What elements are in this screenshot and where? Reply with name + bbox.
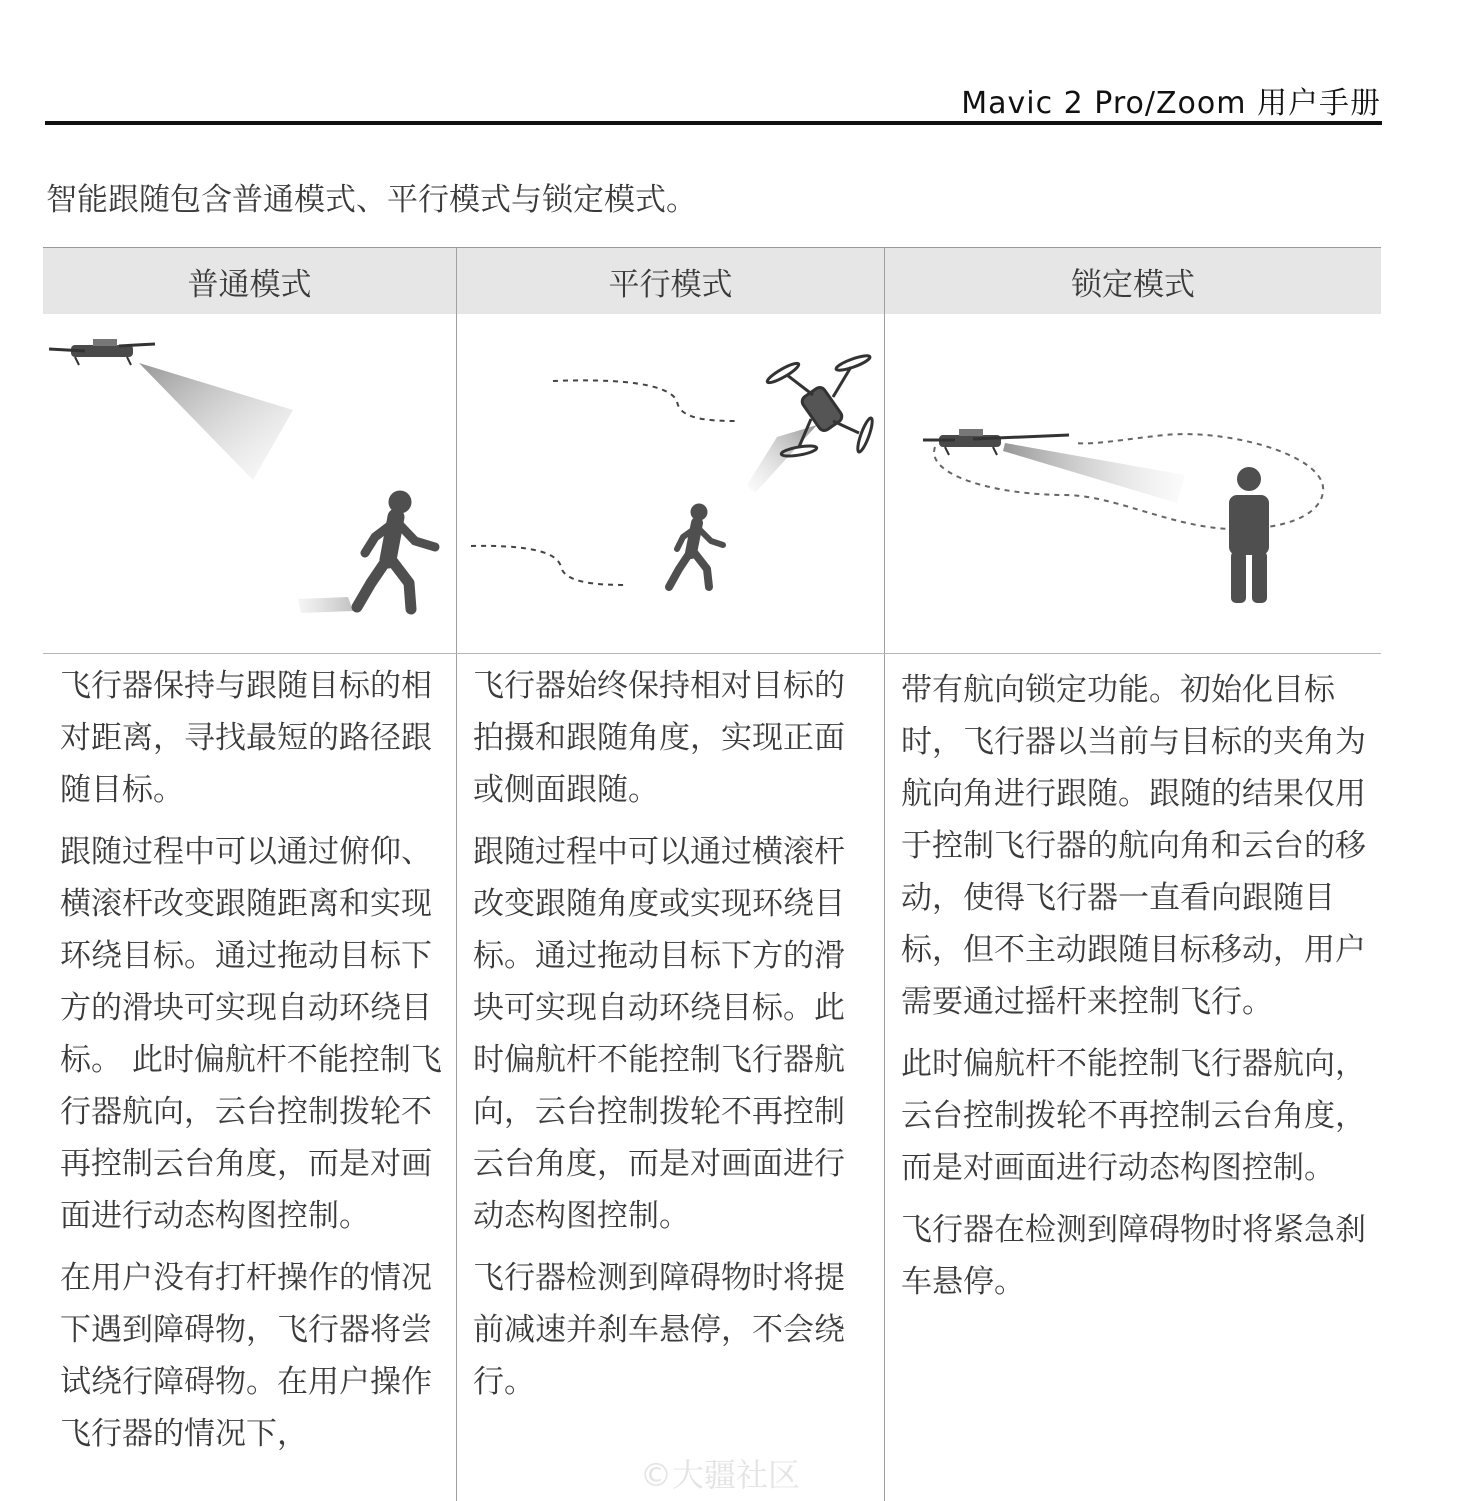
illustration-parallel-mode xyxy=(457,315,884,652)
column-text-lock xyxy=(901,664,1371,1318)
drone-icon xyxy=(49,339,155,365)
column-header-parallel: 平行模式 xyxy=(457,248,884,314)
column-header-lock: 锁定模式 xyxy=(885,248,1381,314)
illustration-normal-mode xyxy=(43,315,456,652)
paragraph: 飞行器保持与跟随目标的相对距离，寻找最短的路径跟随目标。 xyxy=(60,668,432,808)
illustration-lock-mode xyxy=(885,315,1381,652)
mode-table xyxy=(43,247,1381,1501)
header-title: Mavic 2 Pro/Zoom 用户手册 xyxy=(961,86,1381,121)
paragraph: 在用户没有打杆操作的情况下遇到障碍物，飞行器将尝试绕行障碍物。在用户操作飞行器的情况下， xyxy=(60,1260,432,1452)
paragraph: 跟随过程中可以通过横滚杆改变跟随角度或实现环绕目标。通过拖动目标下方的滑块可实现自动环绕目标。此时偏航杆不能控制飞行器航向，云台控制拨轮不再控制云台角度，而是对画面进行动态构图控制。 xyxy=(473,834,845,1234)
paragraph: 飞行器始终保持相对目标的拍摄和跟随角度，实现正面或侧面跟随。 xyxy=(473,668,845,808)
column-text-parallel xyxy=(473,660,873,1418)
paragraph: 飞行器检测到障碍物时将提前减速并刹车悬停，不会绕行。 xyxy=(473,1260,845,1400)
paragraph: 带有航向锁定功能。初始化目标时，飞行器以当前与目标的夹角为航向角进行跟随。跟随的结果仅用于控制飞行器的航向角和云台的移动，使得飞行器一直看向跟随目标，但不主动跟随目标移动，用户需要通过摇杆来控制飞行。 xyxy=(901,672,1366,1020)
row-divider xyxy=(43,653,1381,654)
column-header-normal: 普通模式 xyxy=(43,248,456,314)
standing-person-icon xyxy=(1229,467,1269,603)
walking-person-icon xyxy=(669,504,723,587)
column-text-normal xyxy=(60,660,456,1470)
paragraph: 飞行器在检测到障碍物时将紧急刹车悬停。 xyxy=(901,1212,1366,1300)
paragraph: 跟随过程中可以通过俯仰、横滚杆改变跟随距离和实现环绕目标。通过拖动目标下方的滑块可实现自动环绕目标。 此时偏航杆不能控制飞行器航向，云台控制拨轮不再控制云台角度，而是对画面进行动态构图控制。 xyxy=(60,834,442,1234)
paragraph: 此时偏航杆不能控制飞行器航向，云台控制拨轮不再控制云台角度，而是对画面进行动态构图控制。 xyxy=(901,1046,1366,1186)
intro-text: 智能跟随包含普通模式、平行模式与锁定模式。 xyxy=(46,182,697,218)
watermark: ©大疆社区 xyxy=(640,1456,801,1494)
walking-person-icon xyxy=(357,491,435,609)
header-rule xyxy=(45,121,1382,125)
